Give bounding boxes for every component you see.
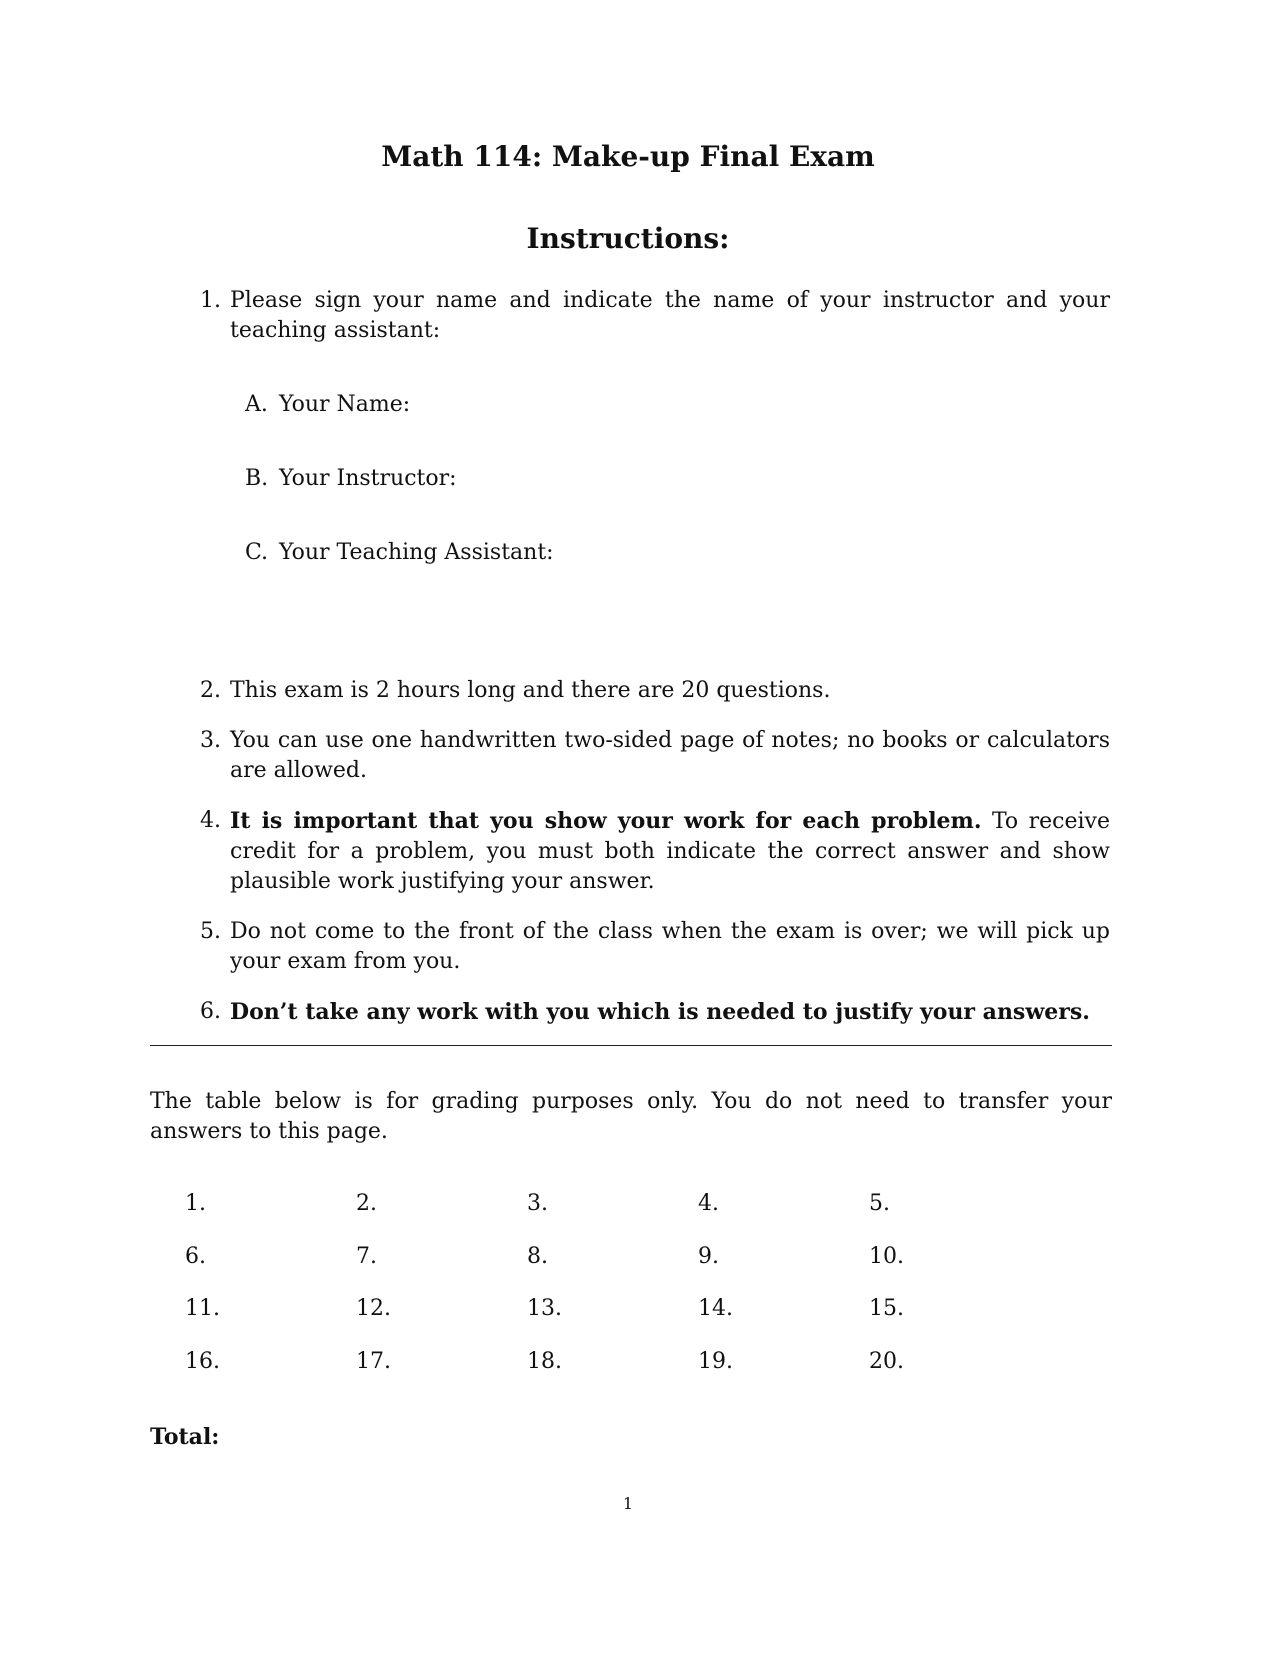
field-label: Your Instructor: bbox=[279, 466, 457, 491]
instruction-text: Please sign your name and indicate the name of your instructor and your teaching assistant: bbox=[230, 288, 1110, 343]
instruction-number: 5. bbox=[200, 919, 221, 944]
instruction-emphasis: Don’t take any work with you which is needed to justify your answers. bbox=[230, 999, 1090, 1025]
field-label: Your Name: bbox=[279, 392, 411, 417]
instruction-text: This exam is 2 hours long and there are 20 questions. bbox=[230, 678, 831, 703]
grading-cell: 3. bbox=[527, 1191, 548, 1216]
field-letter: C. bbox=[245, 540, 269, 565]
grading-cell: 7. bbox=[356, 1243, 377, 1269]
grading-row bbox=[185, 1244, 1040, 1297]
grading-cell: 1. bbox=[185, 1191, 206, 1216]
grading-cell: 18. bbox=[527, 1348, 562, 1374]
page-number: 1 bbox=[622, 1494, 634, 1513]
grading-cell: 13. bbox=[527, 1296, 562, 1322]
teaching-assistant-field[interactable] bbox=[245, 538, 1110, 612]
grading-cell: 16. bbox=[185, 1348, 220, 1374]
field-label: Your Teaching Assistant: bbox=[279, 540, 554, 565]
instruction-item-6 bbox=[200, 997, 1110, 1028]
grading-cell: 5. bbox=[869, 1191, 890, 1216]
instructions-list bbox=[200, 286, 1110, 1028]
instruction-emphasis: It is important that you show your work for each problem. bbox=[230, 808, 982, 834]
instruction-number: 2. bbox=[200, 678, 221, 703]
grading-cell: 12. bbox=[356, 1296, 391, 1322]
horizontal-divider bbox=[150, 1045, 1112, 1046]
grading-cell: 9. bbox=[698, 1243, 719, 1269]
signature-fields bbox=[230, 390, 1110, 612]
instruction-number: 1. bbox=[200, 288, 221, 313]
instruction-item-4 bbox=[200, 806, 1110, 897]
instructor-field[interactable] bbox=[245, 464, 1110, 538]
instruction-item-3 bbox=[200, 726, 1110, 786]
instruction-text: You can use one handwritten two-sided page of notes; no books or calculators are allowed. bbox=[230, 728, 1110, 783]
field-letter: A. bbox=[245, 392, 268, 417]
grading-row bbox=[185, 1296, 1040, 1349]
grading-table bbox=[185, 1191, 1040, 1401]
instructions-heading: Instructions: bbox=[526, 222, 730, 255]
instruction-number: 3. bbox=[200, 728, 221, 753]
grading-row bbox=[185, 1349, 1040, 1402]
grading-cell: 15. bbox=[869, 1296, 904, 1322]
grading-cell: 19. bbox=[698, 1348, 733, 1374]
name-field[interactable] bbox=[245, 390, 1110, 464]
instruction-number: 4. bbox=[200, 808, 221, 833]
exam-title: Math 114: Make-up Final Exam bbox=[381, 140, 875, 173]
instruction-item-2 bbox=[200, 676, 1110, 706]
grading-note: The table below is for grading purposes only. You do not need to transfer your answers to this page. bbox=[150, 1089, 1112, 1144]
grading-cell: 14. bbox=[698, 1296, 733, 1322]
total-label: Total: bbox=[150, 1424, 220, 1450]
grading-cell: 17. bbox=[356, 1348, 391, 1374]
grading-cell: 10. bbox=[869, 1243, 904, 1269]
grading-cell: 6. bbox=[185, 1243, 206, 1269]
instruction-number: 6. bbox=[200, 999, 221, 1024]
instruction-text: To receive credit for a problem, you must both indicate the correct answer and show plausible work justifying your answer. bbox=[230, 809, 1110, 894]
grading-cell: 20. bbox=[869, 1348, 904, 1374]
grading-cell: 4. bbox=[698, 1191, 719, 1216]
grading-cell: 2. bbox=[356, 1191, 377, 1216]
instruction-item-1 bbox=[200, 286, 1110, 612]
instruction-item-5 bbox=[200, 917, 1110, 977]
field-letter: B. bbox=[245, 466, 269, 491]
grading-cell: 8. bbox=[527, 1243, 548, 1269]
grading-row bbox=[185, 1191, 1040, 1244]
instruction-text: Do not come to the front of the class when the exam is over; we will pick up your exam from you. bbox=[230, 919, 1110, 974]
grading-cell: 11. bbox=[185, 1296, 220, 1322]
